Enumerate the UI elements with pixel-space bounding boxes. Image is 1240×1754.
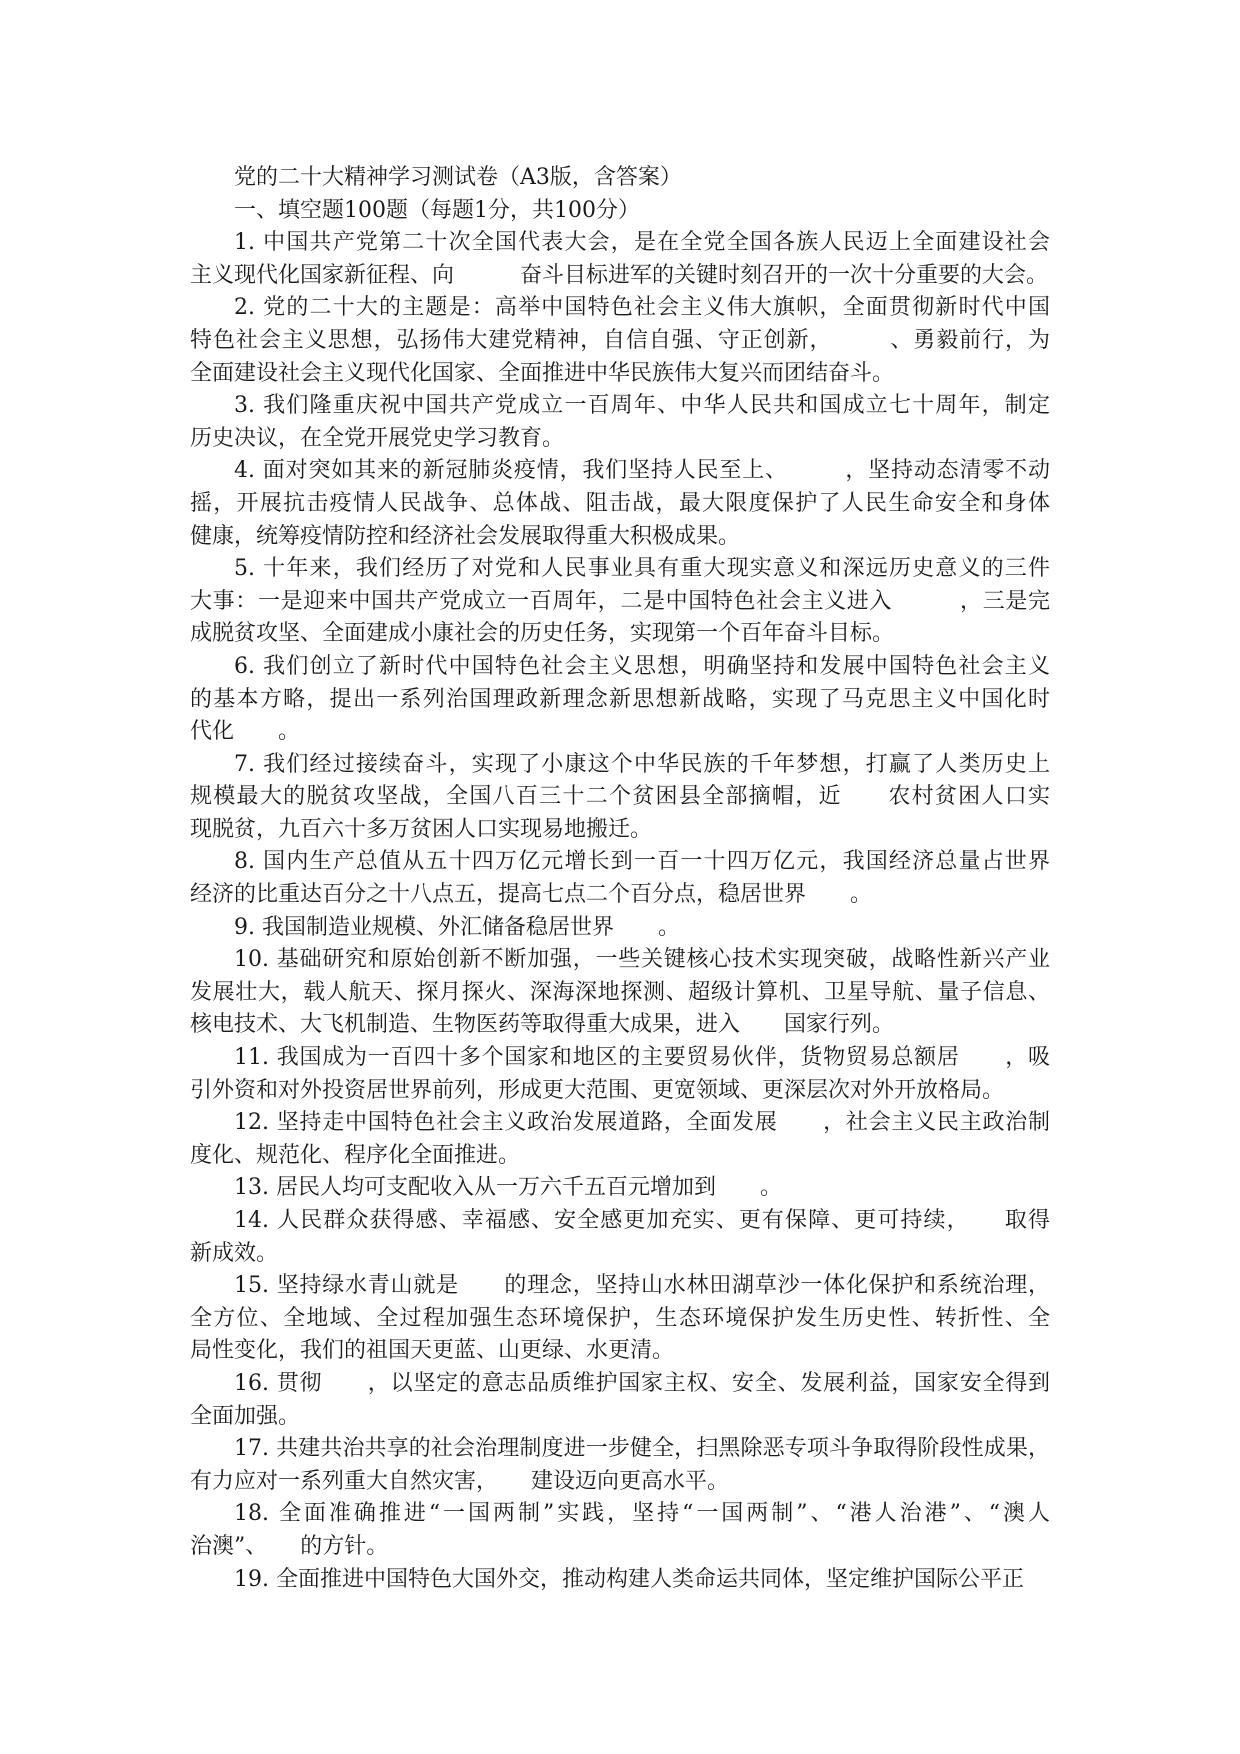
question-continuation-line: 引外资和对外投资居世界前列，形成更大范围、更宽领域、更深层次对外开放格局。 xyxy=(190,1077,1005,1103)
question-line: 8. 国内生产总值从五十四万亿元增长到一百一十四万亿元，我国经济总量占世界 xyxy=(234,849,1050,875)
question-continuation-line: 大事：一是迎来中国共产党成立一百周年，二是中国特色社会主义进入 ，三是完 xyxy=(190,588,1050,614)
question-line: 14. 人民群众获得感、幸福感、安全感更加充实、更有保障、更可持续， 取得 xyxy=(234,1208,1050,1233)
question-line: 1. 中国共产党第二十次全国代表大会，是在全党全国各族人民迈上全面建设社会 xyxy=(234,230,1050,256)
question-line: 12. 坚持走中国特色社会主义政治发展道路，全面发展 ，社会主义民主政治制 xyxy=(234,1110,1050,1136)
question-line: 7. 我们经过接续奋斗，实现了小康这个中华民族的千年梦想，打赢了人类历史上 xyxy=(234,751,1050,777)
question-continuation-line: 健康，统筹疫情防控和经济社会发展取得重大积极成果。 xyxy=(190,523,741,549)
question-continuation-line: 的基本方略，提出一系列治国理政新理念新思想新战略，实现了马克思主义中国化时 xyxy=(190,686,1050,712)
question-continuation-line: 发展壮大，载人航天、探月探火、深海深地探测、超级计算机、卫星导航、量子信息、 xyxy=(190,979,1050,1005)
question-continuation-line: 规模最大的脱贫攻坚战，全国八百三十二个贫困县全部摘帽，近 农村贫困人口实 xyxy=(190,784,1050,810)
document-page xyxy=(190,162,1050,1596)
section-heading: 一、填空题100题（每题1分，共100分） xyxy=(234,197,640,223)
question-continuation-line: 全方位、全地域、全过程加强生态环境保护，生态环境保护发生历史性、转折性、全 xyxy=(190,1305,1050,1331)
question-line: 19. 全面推进中国特色大国外交，推动构建人类命运共同体，坚定维护国际公平正 xyxy=(234,1566,1024,1592)
question-continuation-line: 经济的比重达百分之十八点五，提高七点二个百分点，稳居世界 。 xyxy=(190,882,873,908)
question-continuation-line: 主义现代化国家新征程、向 奋斗目标进军的关键时刻召开的一次十分重要的大会。 xyxy=(190,262,1049,288)
question-continuation-line: 局性变化，我们的祖国天更蓝、山更绿、水更清。 xyxy=(190,1338,675,1364)
question-continuation-line: 摇，开展抗击疫情人民战争、总体战、阻击战，最大限度保护了人民生命安全和身体 xyxy=(190,490,1050,516)
question-line: 2. 党的二十大的主题是：高举中国特色社会主义伟大旗帜，全面贯彻新时代中国 xyxy=(234,295,1050,321)
question-line: 3. 我们隆重庆祝中国共产党成立一百周年、中华人民共和国成立七十周年，制定 xyxy=(234,393,1050,419)
question-continuation-line: 全面加强。 xyxy=(190,1403,301,1429)
question-continuation-line: 度化、规范化、程序化全面推进。 xyxy=(190,1142,521,1168)
question-line: 9. 我国制造业规模、外汇储备稳居世界 。 xyxy=(234,914,680,940)
question-list xyxy=(190,227,1050,1596)
question-line: 18. 全面准确推进“一国两制”实践，坚持“一国两制”、“港人治港”、“澳人 xyxy=(234,1501,1050,1527)
question-continuation-line: 代化 。 xyxy=(190,719,301,745)
question-continuation-line: 成脱贫攻坚、全面建成小康社会的历史任务，实现第一个百年奋斗目标。 xyxy=(190,621,895,647)
question-continuation-line: 新成效。 xyxy=(190,1240,279,1266)
question-continuation-line: 历史决议，在全党开展党史学习教育。 xyxy=(190,425,565,451)
question-continuation-line: 有力应对一系列重大自然灾害， 建设迈向更高水平。 xyxy=(190,1468,730,1494)
question-line: 10. 基础研究和原始创新不断加强，一些关键核心技术实现突破，战略性新兴产业 xyxy=(234,947,1050,973)
question-continuation-line: 全面建设社会主义现代化国家、全面推进中华民族伟大复兴而团结奋斗。 xyxy=(190,360,895,386)
question-continuation-line: 核电技术、大飞机制造、生物医药等取得重大成果，进入 国家行列。 xyxy=(190,1012,895,1038)
question-line: 6. 我们创立了新时代中国特色社会主义思想，明确坚持和发展中国特色社会主义 xyxy=(234,653,1050,679)
question-line: 17. 共建共治共享的社会治理制度进一步健全，扫黑除恶专项斗争取得阶段性成果， xyxy=(234,1436,1050,1462)
question-continuation-line: 现脱贫，九百六十多万贫困人口实现易地搬迁。 xyxy=(190,816,653,842)
question-line: 15. 坚持绿水青山就是 的理念，坚持山水林田湖草沙一体化保护和系统治理， xyxy=(234,1273,1050,1299)
question-continuation-line: 特色社会主义思想，弘扬伟大建党精神，自信自强、守正创新， 、勇毅前行，为 xyxy=(190,327,1050,353)
question-line: 16. 贯彻 ，以坚定的意志品质维护国家主权、安全、发展利益，国家安全得到 xyxy=(234,1370,1050,1396)
document-title: 党的二十大精神学习测试卷（A3版，含答案） xyxy=(234,165,682,190)
question-line: 11. 我国成为一百四十多个国家和地区的主要贸易伙伴，货物贸易总额居 ，吸 xyxy=(234,1045,1050,1071)
question-line: 4. 面对突如其来的新冠肺炎疫情，我们坚持人民至上、 ，坚持动态清零不动 xyxy=(234,458,1050,484)
question-line: 13. 居民人均可支配收入从一万六千五百元增加到 。 xyxy=(234,1175,782,1201)
question-continuation-line: 治澳”、 的方针。 xyxy=(190,1533,389,1559)
question-line: 5. 十年来，我们经历了对党和人民事业具有重大现实意义和深远历史意义的三件 xyxy=(234,556,1050,582)
